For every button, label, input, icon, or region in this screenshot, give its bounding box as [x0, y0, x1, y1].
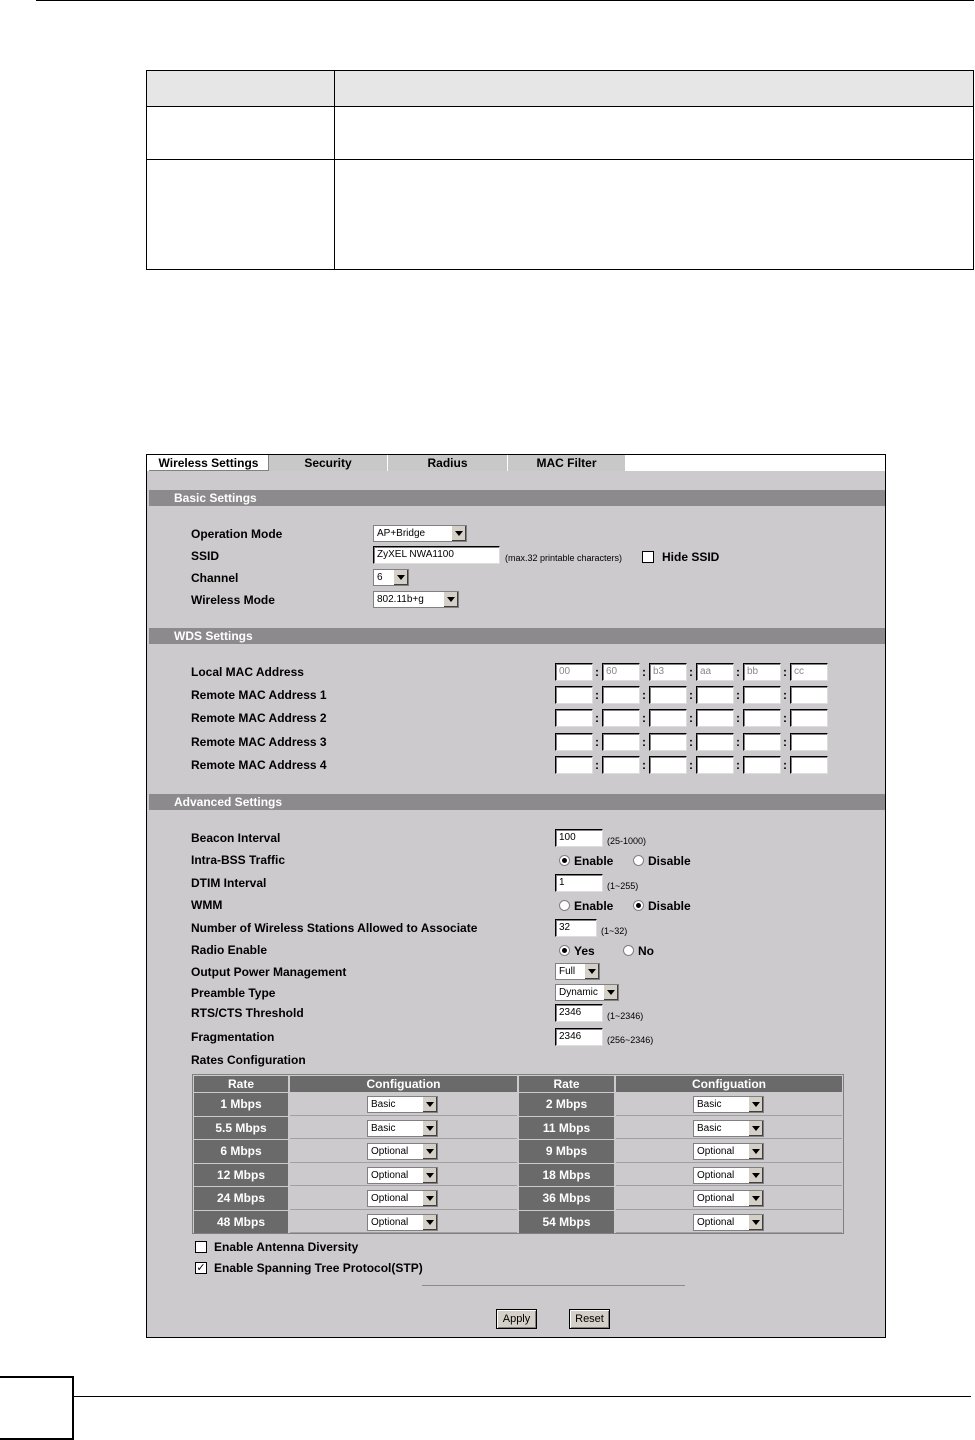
- rate-label: 11 Mbps: [519, 1117, 614, 1140]
- channel-select[interactable]: [373, 569, 409, 586]
- rate-config-cell: [616, 1164, 842, 1187]
- rate-config-value: Optional: [371, 1146, 409, 1157]
- wmm-label: WMM: [191, 898, 223, 912]
- remote-mac-octet[interactable]: [602, 686, 640, 704]
- preamble-type-value: Dynamic: [559, 987, 598, 998]
- wmm-disable-label: Disable: [648, 899, 691, 913]
- preamble-type-label: Preamble Type: [191, 986, 276, 1000]
- remote-mac-octet[interactable]: [790, 686, 828, 704]
- rate-config-select[interactable]: [367, 1096, 438, 1113]
- intra-bss-disable-radio[interactable]: [633, 855, 644, 866]
- beacon-interval-input[interactable]: 100: [555, 829, 603, 847]
- stp-checkbox[interactable]: [195, 1262, 207, 1274]
- rates-header-config-2: Configuation: [616, 1076, 842, 1092]
- chevron-down-icon: [748, 1215, 763, 1230]
- rate-label: 48 Mbps: [194, 1211, 288, 1234]
- rate-config-cell: [616, 1187, 842, 1210]
- radio-no-label: No: [638, 944, 654, 958]
- rates-table: [192, 1074, 844, 1234]
- rate-config-value: Optional: [697, 1193, 735, 1204]
- remote-mac-octet[interactable]: [649, 733, 687, 751]
- chevron-down-icon: [748, 1097, 763, 1112]
- remote-mac-octet[interactable]: [696, 686, 734, 704]
- preamble-type-select[interactable]: [555, 984, 619, 1001]
- ssid-hint: (max.32 printable characters): [505, 553, 623, 563]
- remote-mac-octet[interactable]: [649, 709, 687, 727]
- radio-yes-radio[interactable]: [559, 945, 570, 956]
- tab-radius[interactable]: Radius: [388, 455, 508, 471]
- local-mac-octet: cc: [790, 663, 828, 681]
- dtim-interval-hint: (1~255): [607, 881, 639, 891]
- beacon-interval-hint: (25-1000): [607, 836, 647, 846]
- rate-config-cell: [290, 1164, 517, 1187]
- remote-mac-octet[interactable]: [790, 709, 828, 727]
- remote-mac-octet[interactable]: [649, 756, 687, 774]
- rates-header-config-1: Configuation: [290, 1076, 517, 1092]
- remote-mac-octet[interactable]: [743, 686, 781, 704]
- mac-separator: :: [736, 688, 740, 702]
- rate-config-cell: [290, 1117, 517, 1140]
- stp-label: Enable Spanning Tree Protocol(STP): [214, 1261, 423, 1275]
- mac-separator: :: [642, 758, 646, 772]
- chevron-down-icon: [584, 964, 599, 979]
- rate-config-cell: [616, 1117, 842, 1140]
- mac-separator: :: [595, 665, 599, 679]
- wireless-config-panel: [146, 454, 886, 1338]
- mac-separator: :: [642, 665, 646, 679]
- rate-label: 9 Mbps: [519, 1140, 614, 1163]
- intra-bss-enable-label: Enable: [574, 854, 614, 868]
- rates-header-rate-1: Rate: [194, 1076, 288, 1092]
- intra-bss-label: Intra-BSS Traffic: [191, 853, 286, 867]
- table-header: [147, 71, 973, 107]
- rts-cts-hint: (1~2346): [607, 1011, 644, 1021]
- remote-mac-octet[interactable]: [743, 756, 781, 774]
- intra-bss-disable-label: Disable: [648, 854, 691, 868]
- rate-config-value: Basic: [697, 1122, 722, 1134]
- remote-mac-octet[interactable]: [555, 733, 593, 751]
- chevron-down-icon: [422, 1121, 437, 1136]
- chevron-down-icon: [748, 1168, 763, 1183]
- row-divider: [147, 159, 973, 160]
- operation-mode-label: Operation Mode: [191, 527, 283, 541]
- tab-bar: [147, 455, 885, 471]
- chevron-down-icon: [443, 592, 458, 607]
- mac-separator: :: [783, 735, 787, 749]
- remote-mac-octet[interactable]: [649, 686, 687, 704]
- rate-config-value: Optional: [371, 1169, 409, 1181]
- wmm-enable-label: Enable: [574, 899, 614, 913]
- hide-ssid-checkbox[interactable]: [642, 551, 654, 563]
- chevron-down-icon: [422, 1144, 437, 1159]
- output-power-select[interactable]: [555, 963, 600, 980]
- dtim-interval-label: DTIM Interval: [191, 876, 267, 890]
- intra-bss-enable-radio[interactable]: [559, 855, 570, 866]
- remote-mac-3-label: Remote MAC Address 3: [191, 735, 327, 749]
- apply-button[interactable]: Apply: [496, 1309, 537, 1329]
- remote-mac-octet[interactable]: [790, 733, 828, 751]
- chevron-down-icon: [451, 526, 466, 541]
- wireless-mode-value: 802.11b+g: [377, 594, 424, 605]
- rate-config-select[interactable]: [693, 1214, 764, 1231]
- output-power-value: Full: [559, 966, 576, 977]
- rate-config-value: Basic: [371, 1099, 396, 1110]
- wireless-mode-label: Wireless Mode: [191, 593, 275, 607]
- rate-config-select[interactable]: [693, 1190, 764, 1207]
- beacon-interval-label: Beacon Interval: [191, 831, 281, 845]
- remote-mac-octet[interactable]: [696, 733, 734, 751]
- antenna-diversity-checkbox[interactable]: [195, 1241, 207, 1253]
- channel-label: Channel: [191, 571, 239, 585]
- rate-config-value: Basic: [697, 1099, 722, 1110]
- wireless-mode-select[interactable]: [373, 591, 459, 608]
- mac-separator: :: [689, 665, 693, 679]
- fragmentation-input[interactable]: 2346: [555, 1028, 603, 1046]
- rate-config-select[interactable]: [367, 1167, 438, 1184]
- rate-config-cell: [290, 1187, 517, 1210]
- rate-label: 18 Mbps: [519, 1164, 614, 1187]
- chevron-down-icon: [422, 1215, 437, 1230]
- chevron-down-icon: [748, 1121, 763, 1136]
- mac-separator: :: [783, 758, 787, 772]
- rate-config-select[interactable]: [693, 1143, 764, 1160]
- mac-separator: :: [689, 735, 693, 749]
- section-basic-settings: Basic Settings: [149, 490, 885, 506]
- local-mac-octet: 60: [602, 663, 640, 681]
- mac-separator: :: [595, 758, 599, 772]
- footer-rule: [74, 1396, 971, 1397]
- check-icon: ✓: [196, 1262, 206, 1274]
- header-rule: [36, 0, 974, 1]
- remote-mac-2-label: Remote MAC Address 2: [191, 711, 327, 725]
- rts-cts-label: RTS/CTS Threshold: [191, 1006, 304, 1020]
- radio-yes-label: Yes: [574, 944, 595, 958]
- mac-separator: :: [783, 688, 787, 702]
- remote-mac-octet[interactable]: [602, 756, 640, 774]
- ssid-input[interactable]: ZyXEL NWA1100: [373, 546, 500, 564]
- rate-config-select[interactable]: [367, 1120, 438, 1137]
- rate-label: 36 Mbps: [519, 1187, 614, 1210]
- local-mac-octet: aa: [696, 663, 734, 681]
- mac-separator: :: [689, 758, 693, 772]
- ssid-label: SSID: [191, 549, 220, 563]
- rate-label: 1 Mbps: [194, 1093, 288, 1116]
- chevron-down-icon: [748, 1191, 763, 1206]
- rates-configuration-label: Rates Configuration: [191, 1053, 306, 1067]
- mac-separator: :: [736, 711, 740, 725]
- remote-mac-octet[interactable]: [743, 733, 781, 751]
- mac-separator: :: [595, 711, 599, 725]
- rate-label: 12 Mbps: [194, 1164, 288, 1187]
- wmm-enable-radio[interactable]: [559, 900, 570, 911]
- rate-label: 2 Mbps: [519, 1093, 614, 1116]
- tab-mac-filter[interactable]: MAC Filter: [508, 455, 626, 471]
- description-table: [146, 70, 974, 270]
- mac-separator: :: [689, 688, 693, 702]
- rate-label: 5.5 Mbps: [194, 1117, 288, 1140]
- mac-separator: :: [642, 688, 646, 702]
- rates-header-rate-2: Rate: [519, 1076, 614, 1092]
- rate-config-select[interactable]: [693, 1096, 764, 1113]
- remote-mac-octet[interactable]: [602, 733, 640, 751]
- mac-separator: :: [736, 758, 740, 772]
- antenna-diversity-label: Enable Antenna Diversity: [214, 1240, 359, 1254]
- remote-mac-octet[interactable]: [743, 709, 781, 727]
- rate-config-cell: [616, 1140, 842, 1163]
- chevron-down-icon: [603, 985, 618, 1000]
- remote-mac-octet[interactable]: [602, 709, 640, 727]
- local-mac-octet: 00: [555, 663, 593, 681]
- rate-config-select[interactable]: [693, 1120, 764, 1137]
- mac-separator: :: [595, 735, 599, 749]
- chevron-down-icon: [422, 1191, 437, 1206]
- local-mac-octet: b3: [649, 663, 687, 681]
- local-mac-label: Local MAC Address: [191, 665, 304, 679]
- hide-ssid-label: Hide SSID: [662, 550, 720, 564]
- mac-separator: :: [783, 711, 787, 725]
- tab-security[interactable]: Security: [269, 455, 388, 471]
- wmm-disable-radio[interactable]: [633, 900, 644, 911]
- rate-config-value: Optional: [697, 1146, 735, 1157]
- remote-mac-octet[interactable]: [696, 709, 734, 727]
- rate-config-select[interactable]: [693, 1167, 764, 1184]
- mac-separator: :: [783, 665, 787, 679]
- rate-config-select[interactable]: [367, 1143, 438, 1160]
- operation-mode-value: AP+Bridge: [377, 528, 426, 539]
- rate-config-select[interactable]: [367, 1214, 438, 1231]
- stations-input[interactable]: 32: [555, 919, 597, 937]
- fragmentation-label: Fragmentation: [191, 1030, 275, 1044]
- mac-separator: :: [736, 735, 740, 749]
- radio-enable-label: Radio Enable: [191, 943, 268, 957]
- column-divider: [334, 71, 335, 269]
- rate-label: 24 Mbps: [194, 1187, 288, 1210]
- rate-config-cell: [290, 1093, 517, 1116]
- section-wds-settings: WDS Settings: [149, 628, 885, 644]
- fragmentation-hint: (256~2346): [607, 1035, 654, 1045]
- remote-mac-octet[interactable]: [555, 709, 593, 727]
- mac-separator: :: [642, 735, 646, 749]
- remote-mac-octet[interactable]: [555, 756, 593, 774]
- rate-config-cell: [290, 1140, 517, 1163]
- chevron-down-icon: [422, 1097, 437, 1112]
- rate-config-value: Optional: [697, 1169, 735, 1181]
- local-mac-octet: bb: [743, 663, 781, 681]
- mac-separator: :: [642, 711, 646, 725]
- rts-cts-input[interactable]: 2346: [555, 1004, 603, 1022]
- mac-separator: :: [689, 711, 693, 725]
- reset-button[interactable]: Reset: [569, 1309, 610, 1329]
- page-number-box: [0, 1376, 74, 1440]
- rate-label: 6 Mbps: [194, 1140, 288, 1163]
- remote-mac-1-label: Remote MAC Address 1: [191, 688, 327, 702]
- rate-config-cell: [616, 1211, 842, 1234]
- dtim-interval-input[interactable]: 1: [555, 874, 603, 892]
- remote-mac-octet[interactable]: [555, 686, 593, 704]
- remote-mac-octet[interactable]: [790, 756, 828, 774]
- stations-label: Number of Wireless Stations Allowed to Associate: [191, 921, 478, 935]
- rate-config-value: Optional: [371, 1216, 409, 1228]
- operation-mode-select[interactable]: [373, 525, 467, 542]
- rate-config-cell: [616, 1093, 842, 1116]
- radio-no-radio[interactable]: [623, 945, 634, 956]
- mac-separator: :: [595, 688, 599, 702]
- remote-mac-4-label: Remote MAC Address 4: [191, 758, 327, 772]
- divider-line: [422, 1285, 685, 1286]
- chevron-down-icon: [393, 570, 408, 585]
- output-power-label: Output Power Management: [191, 965, 347, 979]
- stations-hint: (1~32): [601, 926, 628, 936]
- mac-separator: :: [736, 665, 740, 679]
- rate-config-value: Optional: [697, 1216, 735, 1228]
- rate-config-value: Basic: [371, 1122, 396, 1134]
- channel-value: 6: [377, 572, 383, 583]
- chevron-down-icon: [422, 1168, 437, 1183]
- rate-label: 54 Mbps: [519, 1211, 614, 1234]
- rate-config-value: Optional: [371, 1193, 409, 1204]
- chevron-down-icon: [748, 1144, 763, 1159]
- rate-config-cell: [290, 1211, 517, 1234]
- rate-config-select[interactable]: [367, 1190, 438, 1207]
- remote-mac-octet[interactable]: [696, 756, 734, 774]
- section-advanced-settings: Advanced Settings: [149, 794, 885, 810]
- tab-wireless-settings[interactable]: Wireless Settings: [149, 455, 269, 471]
